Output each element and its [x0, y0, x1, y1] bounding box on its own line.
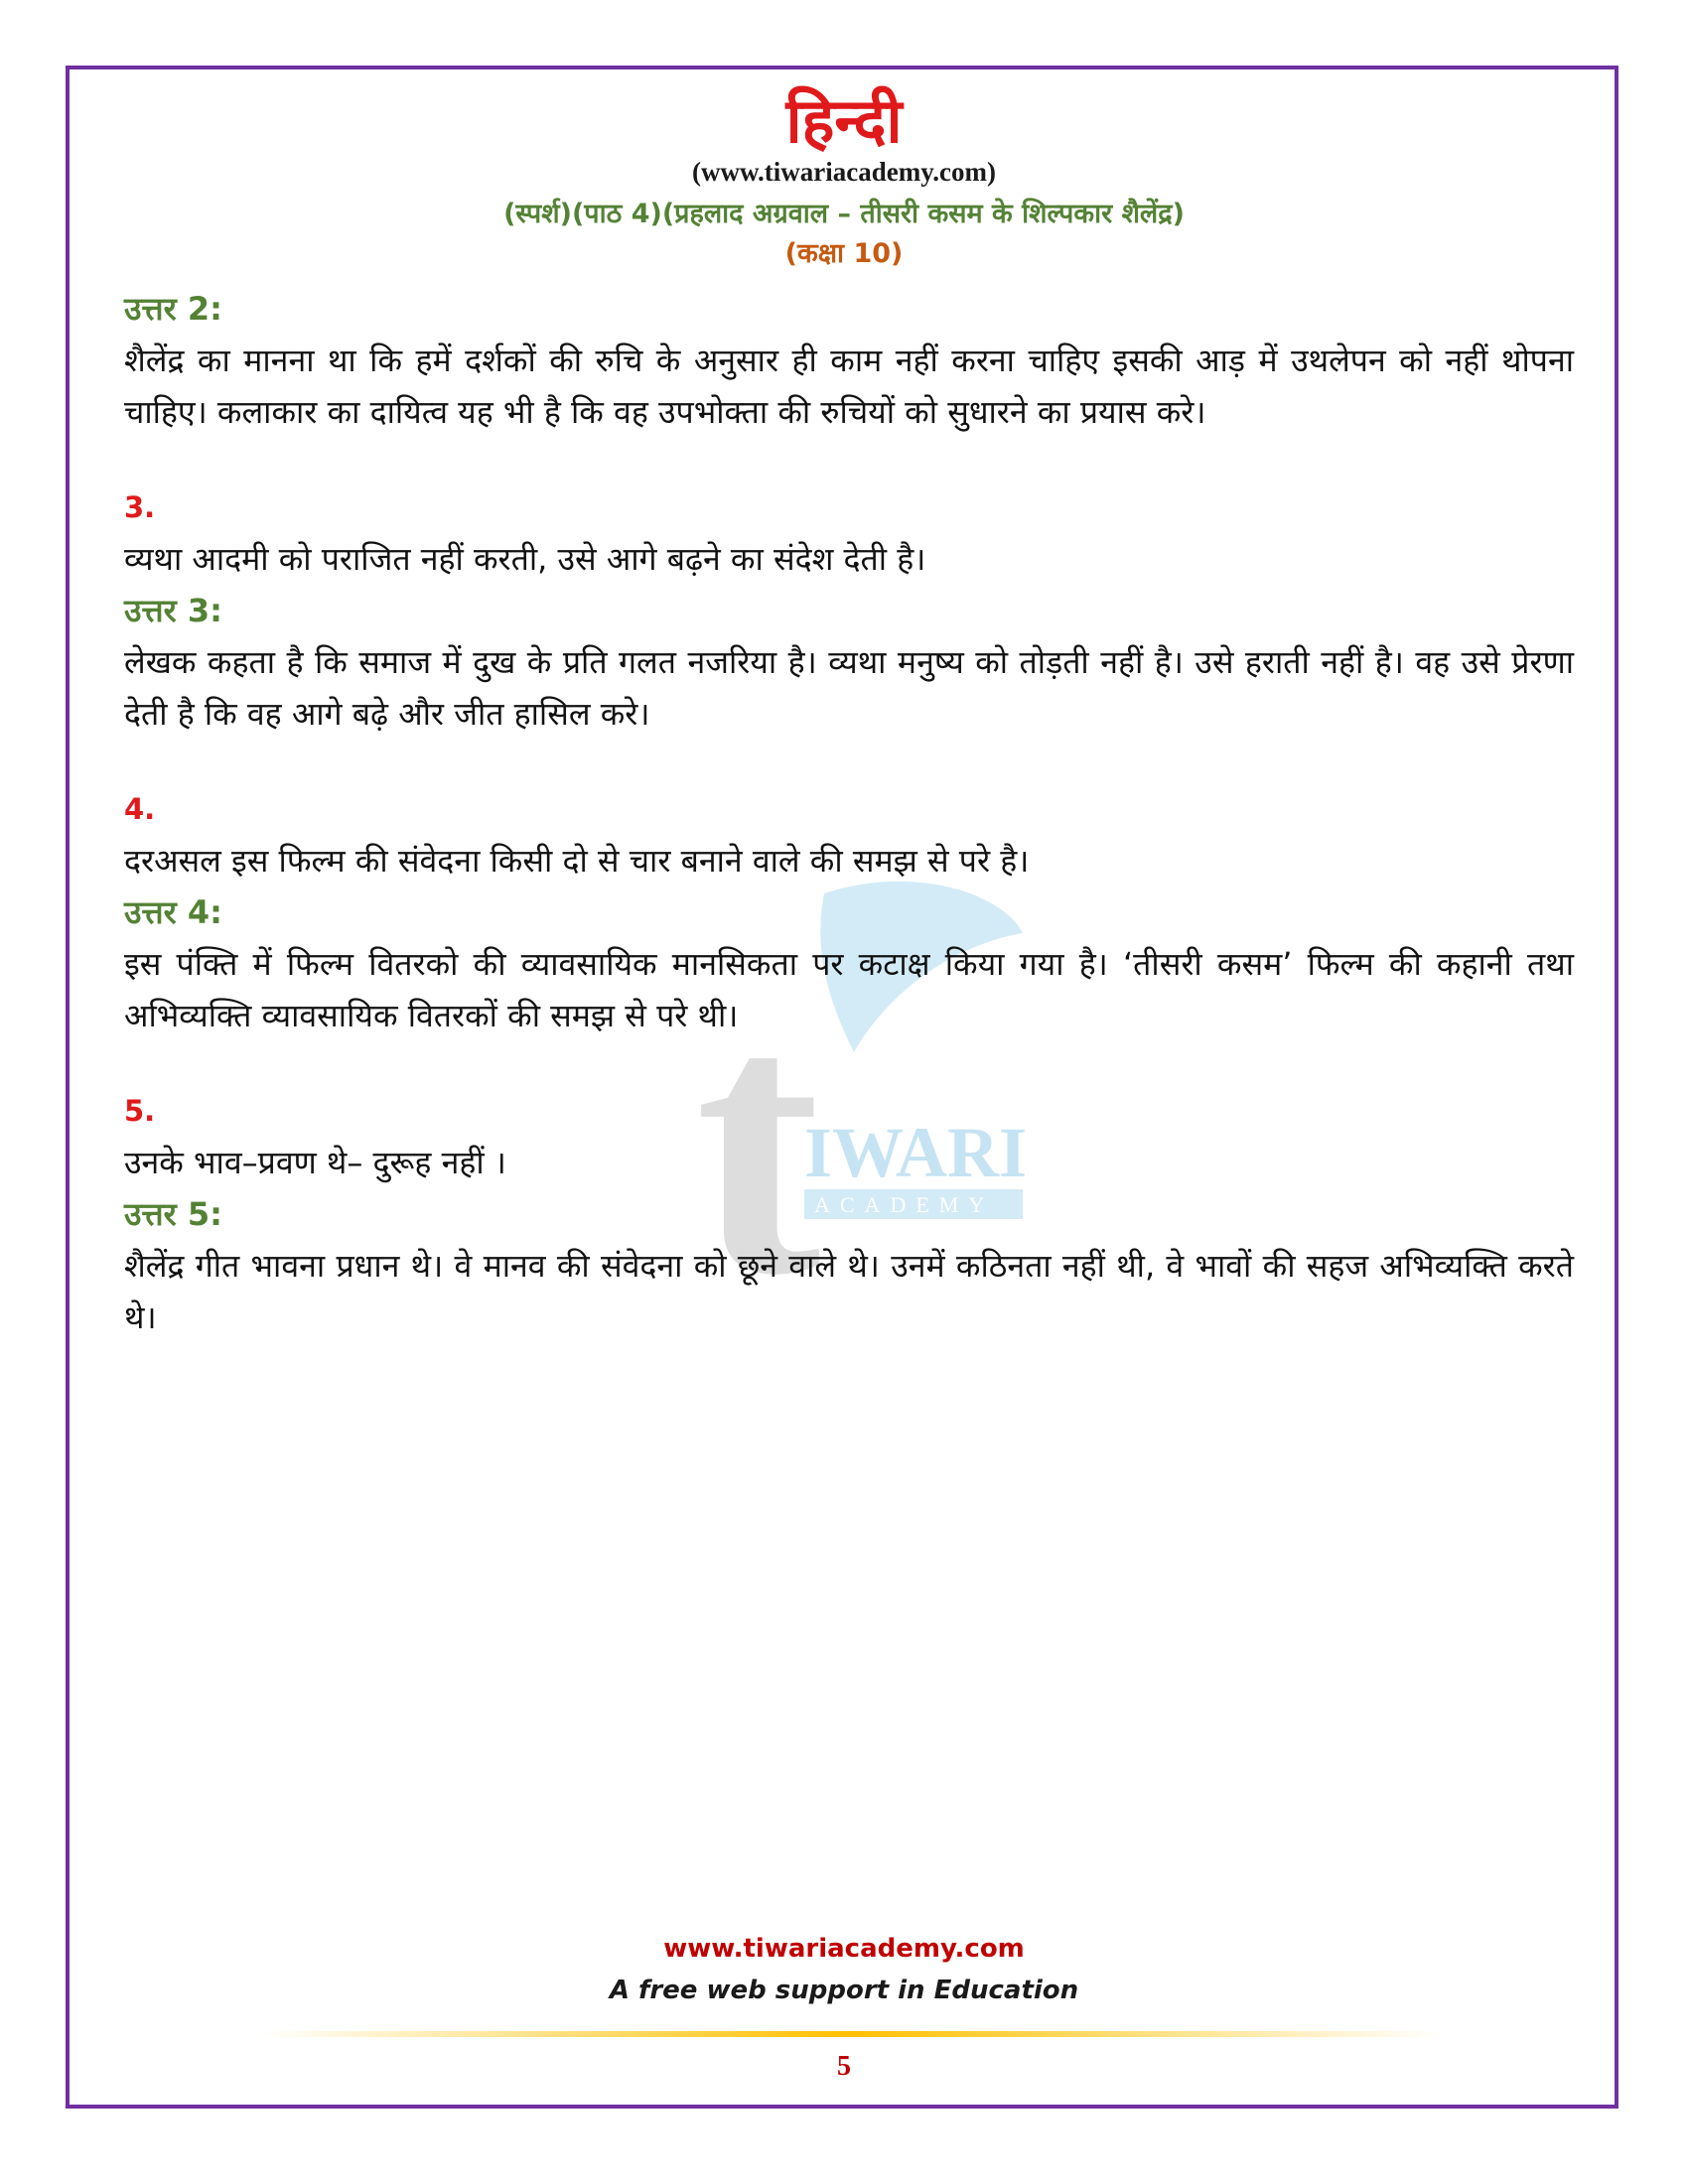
question-block-4	[124, 783, 1574, 1041]
answer-text: शैलेंद्र गीत भावना प्रधान थे। वे मानव की संवेदना को छूने वाले थे। उनमें कठिनता नहीं थी, वे भावों की सहज अभिव्यक्ति करते थे।	[124, 1247, 1574, 1336]
answer-label: उत्तर 4:	[124, 893, 222, 931]
answer-label: उत्तर 3:	[124, 592, 222, 629]
question-text: व्यथा आदमी को पराजित नहीं करती, उसे आगे बढ़ने का संदेश देती है।	[124, 540, 926, 578]
question-text: उनके भाव–प्रवण थे– दुरूह नहीं ।	[124, 1144, 506, 1181]
question-number: 5.	[124, 1094, 156, 1128]
content-body	[124, 283, 1574, 1373]
footer-url: www.tiwariacademy.com	[663, 1934, 1025, 1964]
class-label: (कक्षा 10)	[784, 238, 904, 269]
answer-text: लेखक कहता है कि समाज में दुख के प्रति गलत नजरिया है। व्यथा मनुष्य को तोड़ती नहीं है। उसे हराती नहीं है। वह उसे प्रेरणा देती है कि वह आगे बढ़े और जीत हासिल करे।	[124, 643, 1574, 733]
page-number: 5	[837, 2051, 851, 2082]
footer-tagline: A free web support in Education	[609, 1976, 1079, 2005]
watermark-name: IWARI	[804, 1113, 1028, 1192]
answer-label: उत्तर 2:	[124, 290, 222, 328]
answer-text: इस पंक्ति में फिल्म वितरको की व्यावसायिक मानसिकता पर कटाक्ष किया गया है। ‘तीसरी कसम’ फिल्म की कहानी तथा अभिव्यक्ति व्यावसायिक वितरकों की समझ से परे थी।	[124, 945, 1574, 1034]
chapter-subtitle: (स्पर्श)(पाठ 4)(प्रहलाद अग्रवाल – तीसरी कसम के शिल्पकार शैलेंद्र)	[503, 199, 1185, 229]
page-title: हिन्दी	[785, 84, 903, 157]
site-url: (www.tiwariacademy.com)	[692, 157, 996, 187]
question-number: 4.	[124, 792, 156, 826]
question-block-5	[124, 1085, 1574, 1343]
answer-text: शैलेंद्र का मानना था कि हमें दर्शकों की रुचि के अनुसार ही काम नहीं करना चाहिए इसकी आड़ में उथलेपन को नहीं थोपना चाहिए। कलाकार का दायित्व यह भी है कि वह उपभोक्ता की रुचियों को सुधारने का प्रयास करे।	[124, 341, 1574, 431]
question-text: दरअसल इस फिल्म की संवेदना किसी दो से चार बनाने वाले की समझ से परे है।	[124, 842, 1030, 880]
answer-label: उत्तर 5:	[124, 1195, 222, 1233]
footer-divider	[260, 2031, 1442, 2037]
watermark-letter: t	[695, 935, 821, 1310]
answer-block-2	[124, 283, 1574, 438]
question-number: 3.	[124, 490, 156, 524]
question-block-3	[124, 481, 1574, 740]
watermark-sub: ACADEMY	[814, 1192, 995, 1217]
